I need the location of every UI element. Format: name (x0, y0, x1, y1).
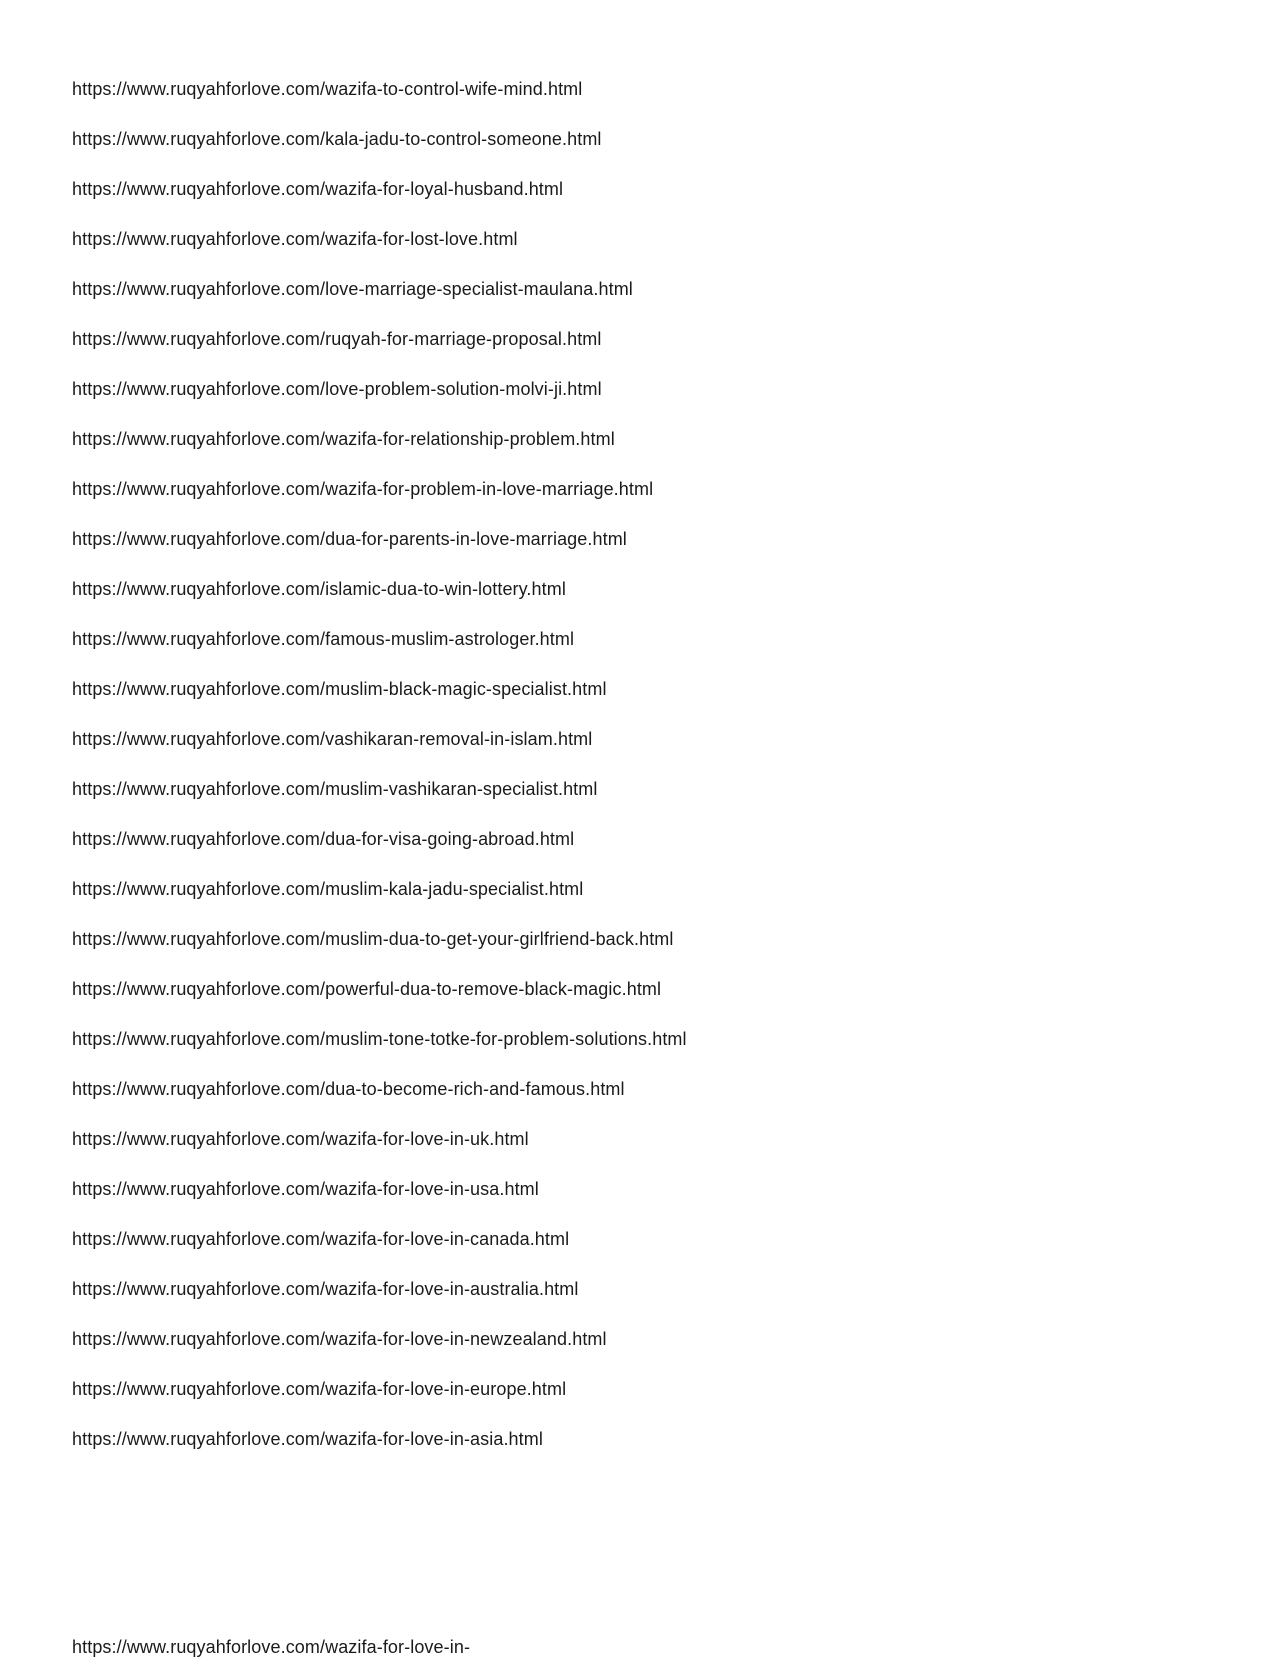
url-line: https://www.ruqyahforlove.com/wazifa-for-love-in-uk.html (72, 1129, 529, 1149)
url-line: https://www.ruqyahforlove.com/wazifa-for-love-in-canada.html (72, 1229, 570, 1249)
url-line: https://www.ruqyahforlove.com/wazifa-for-love-in-usa.html (72, 1179, 539, 1199)
url-line: https://www.ruqyahforlove.com/wazifa-to-control-wife-mind.html (72, 79, 583, 99)
url-line: https://www.ruqyahforlove.com/muslim-kala-jadu-specialist.html (72, 879, 584, 899)
url-line: https://www.ruqyahforlove.com/powerful-dua-to-remove-black-magic.html (72, 979, 662, 999)
url-line-clipped: https://www.ruqyahforlove.com/wazifa-for-love-in- (72, 1637, 471, 1657)
url-line: https://www.ruqyahforlove.com/dua-for-visa-going-abroad.html (72, 829, 575, 849)
url-line: https://www.ruqyahforlove.com/ruqyah-for-marriage-proposal.html (72, 329, 602, 349)
url-line: https://www.ruqyahforlove.com/wazifa-for-love-in-newzealand.html (72, 1329, 607, 1349)
url-line: https://www.ruqyahforlove.com/famous-muslim-astrologer.html (72, 629, 575, 649)
url-line: https://www.ruqyahforlove.com/muslim-black-magic-specialist.html (72, 679, 607, 699)
url-line: https://www.ruqyahforlove.com/wazifa-for-love-in-europe.html (72, 1379, 567, 1399)
url-line: https://www.ruqyahforlove.com/kala-jadu-to-control-someone.html (72, 129, 602, 149)
url-line: https://www.ruqyahforlove.com/wazifa-for-relationship-problem.html (72, 429, 615, 449)
url-line: https://www.ruqyahforlove.com/love-marriage-specialist-maulana.html (72, 279, 633, 299)
url-list (72, 78, 1235, 1478)
url-line: https://www.ruqyahforlove.com/islamic-dua-to-win-lottery.html (72, 579, 566, 599)
url-line: https://www.ruqyahforlove.com/love-problem-solution-molvi-ji.html (72, 379, 602, 399)
url-line: https://www.ruqyahforlove.com/muslim-tone-totke-for-problem-solutions.html (72, 1029, 687, 1049)
url-line: https://www.ruqyahforlove.com/dua-for-parents-in-love-marriage.html (72, 529, 627, 549)
url-line: https://www.ruqyahforlove.com/muslim-dua-to-get-your-girlfriend-back.html (72, 929, 674, 949)
url-line: https://www.ruqyahforlove.com/dua-to-become-rich-and-famous.html (72, 1079, 625, 1099)
url-line: https://www.ruqyahforlove.com/muslim-vashikaran-specialist.html (72, 779, 598, 799)
url-line: https://www.ruqyahforlove.com/wazifa-for-love-in-asia.html (72, 1429, 543, 1449)
url-line: https://www.ruqyahforlove.com/wazifa-for-lost-love.html (72, 229, 518, 249)
url-line: https://www.ruqyahforlove.com/wazifa-for-love-in-australia.html (72, 1279, 579, 1299)
url-line: https://www.ruqyahforlove.com/wazifa-for-loyal-husband.html (72, 179, 564, 199)
url-line: https://www.ruqyahforlove.com/vashikaran-removal-in-islam.html (72, 729, 593, 749)
url-line: https://www.ruqyahforlove.com/wazifa-for-problem-in-love-marriage.html (72, 479, 654, 499)
